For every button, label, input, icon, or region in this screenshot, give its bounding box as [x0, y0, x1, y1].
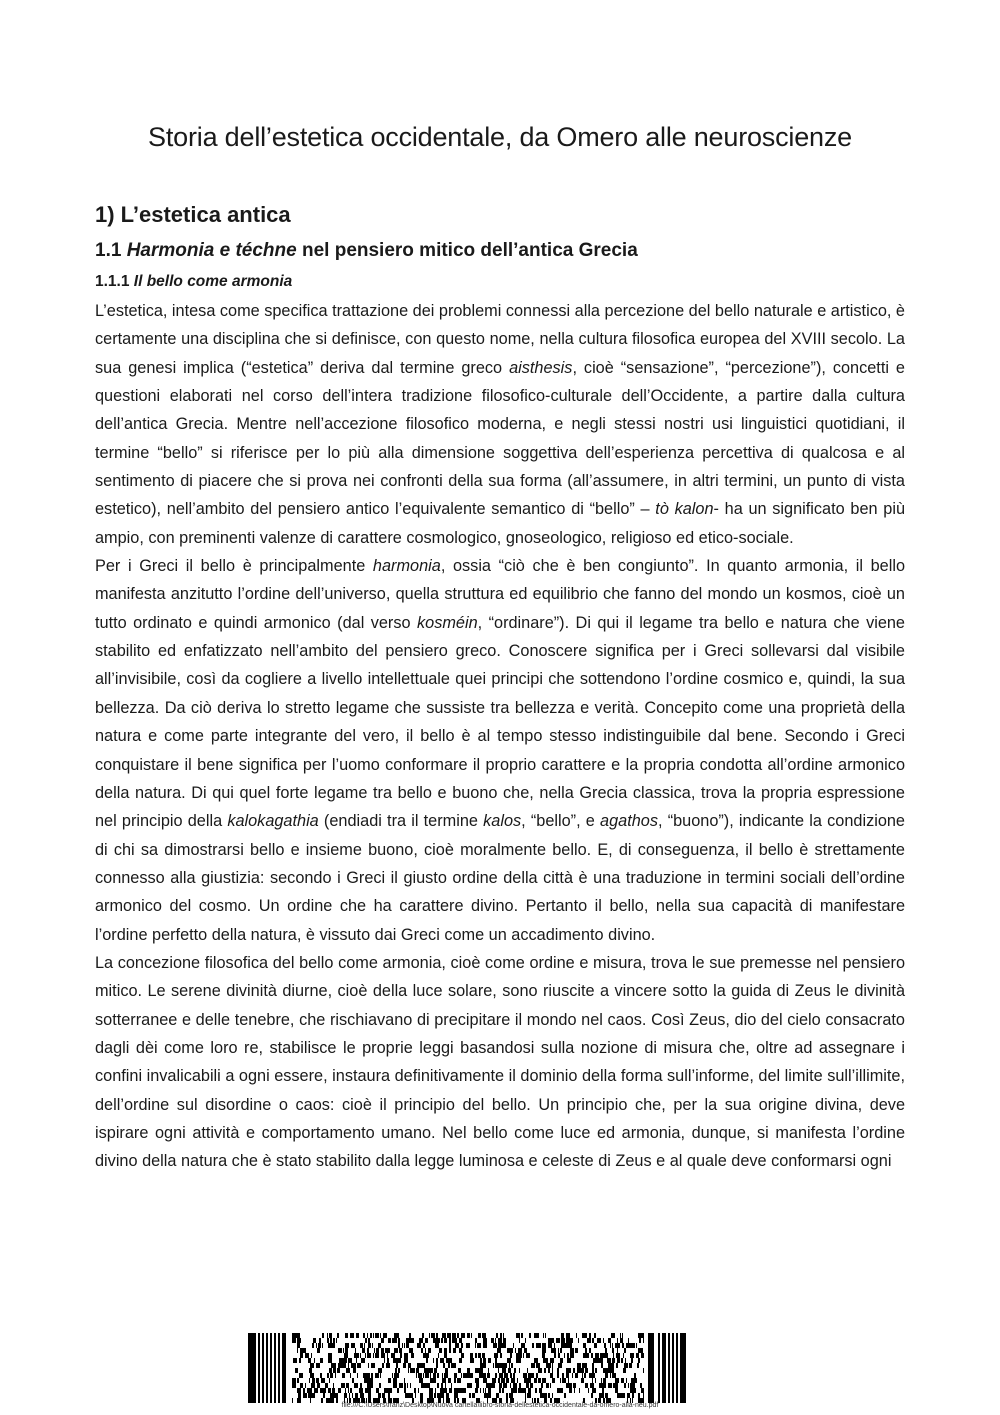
section-title-rest: nel pensiero mitico dell’antica Grecia	[301, 240, 638, 261]
body-text	[95, 297, 905, 1176]
text-run: Per i Greci il bello è principalmente	[95, 557, 373, 576]
chapter-heading: 1) L’estetica antica	[95, 202, 291, 227]
section-number: 1.1	[95, 240, 122, 261]
text-run: , “bello”, e	[521, 812, 601, 831]
italic-term: aisthesis	[509, 358, 573, 377]
subsection-heading	[95, 273, 292, 291]
text-run: , ossia “ciò che è ben congiunto”. In quanto armonia, il bello manifesta anzitutto l’ordine dell’universo, quella struttura ed equilibrio che fanno del mondo un kosmos, cioè un tutto ordinato e quindi armonico (dal verso	[95, 557, 906, 632]
text-run: , cioè “sensazione”, “percezione”), concetti e questioni elaborati nel corso dell’intera tradizione filosofico-culturale dell’Occidente, a partire dalla cultura dell’antica Grecia. Mentre nell’accezione filosofico moderna, e negli stessi nostri usi linguistici quotidiani, il termine “bello” si riferisce per lo più alla dimensione soggettiva dell’esperienza percettiva di qualcosa e al sentimento di piacere che si prova nei confronti della sua forma (all’assumere, in altri termini, un punto di vista estetico), nell’ambito del pensiero antico l’equivalente semantico di “bello” –	[95, 358, 905, 519]
text-run: , “buono”), indicante la condizione di chi sa dimostrarsi bello e insieme buono, cioè moralmente bello. E, di conseguenza, il bello è strettamente connesso alla giustizia: secondo i Greci il giusto ordine della città è una traduzione in termini sociali dell’ordine armonico del cosmo. Un ordine che ha carattere divino. Pertanto il bello, nella sua capacità di manifestare l’ordine perfetto della natura, è vissuto dai Greci come un accadimento divino.	[95, 812, 905, 944]
text-run: - ha un significato ben più ampio, con preminenti valenze di carattere cosmologico, gnoseologico, religioso ed etico-sociale.	[95, 500, 905, 547]
italic-term: tò kalon	[655, 500, 714, 519]
paragraph-3: La concezione filosofica del bello come armonia, cioè come ordine e misura, trova le sue premesse nel pensiero mitico. Le serene divinità diurne, cioè della luce solare, sono riuscite a vincere sotto la guida di Zeus le divinità sotterranee e delle tenebre, che rischiavano di precipitare il mondo nel caos. Così Zeus, dio del cielo consacrato dagli dèi come loro re, stabilisce le proprie leggi basandosi sulla nozione di misura che, oltre ad assegnare i confini invalicabili a ogni essere, instaura definitivamente il dominio della forma sull’informe, del limite sull’illimite, dell’ordine sul disordine o caos: cioè il principio del bello. Un principio che, per la sua origine divina, deve ispirare ogni attività e comportamento umano. Nel bello come luce ed armonia, dunque, si manifesta l’ordine divino della natura che è stato stabilito dalla legge luminosa e celeste di Zeus e al quale deve conformarsi ogni	[95, 953, 905, 1171]
document-title: Storia dell’estetica occidentale, da Omero alle neuroscienze	[148, 122, 852, 152]
italic-term: kosméin	[417, 613, 478, 632]
text-run: L’estetica, intesa come specifica trattazione dei problemi connessi alla percezione del bello naturale e artistico, è certamente una disciplina che si definisce, con questo nome, nella cultura filosofica europea del XVIII secolo. La sua genesi implica (“estetica” deriva dal termine greco	[95, 302, 905, 377]
text-run: , “ordinare”). Di qui il legame tra bello e natura che viene stabilito ed enfatizzato nell’ambito del pensiero greco. Conoscere significa per i Greci sollevarsi dal visibile all’invisibile, così da cogliere a livello intellettuale quei principi che sottendono l’ordine cosmico e, quindi, la sua bellezza. Da ciò deriva lo stretto legame che sussiste tra bellezza e verità. Concepito come una proprietà della natura e come parte integrante del vero, il bello è al tempo stesso indistinguibile dal bene. Secondo i Greci conquistare il bene significa per l’uomo conformare il proprio carattere e la propria condotta all’ordine armonico della natura. Di qui quel forte legame tra bello e buono che, nella Grecia classica, trova la propria espressione nel principio della	[95, 613, 905, 831]
italic-term: kalokagathia	[227, 812, 319, 831]
italic-term: harmonia	[372, 557, 441, 576]
paragraph-1	[95, 297, 905, 552]
footer-file-path: file:///C:\Users\franz\Desktop\Nuova cartella\libro-storia-dellestetica-occidentale-da-omero-alla-neu.pdf	[341, 1402, 659, 1409]
section-title-italic: Harmonia e téchne	[126, 240, 297, 261]
italic-term: kalos	[483, 812, 522, 831]
text-run: (endiadi tra il termine	[318, 812, 484, 831]
italic-term: agathos	[600, 812, 658, 831]
pdf417-barcode	[248, 1333, 686, 1403]
subsection-number: 1.1.1	[95, 273, 130, 290]
subsection-title-italic: Il bello come armonia	[133, 273, 293, 290]
paragraph-2	[95, 552, 905, 949]
section-heading	[95, 240, 638, 262]
